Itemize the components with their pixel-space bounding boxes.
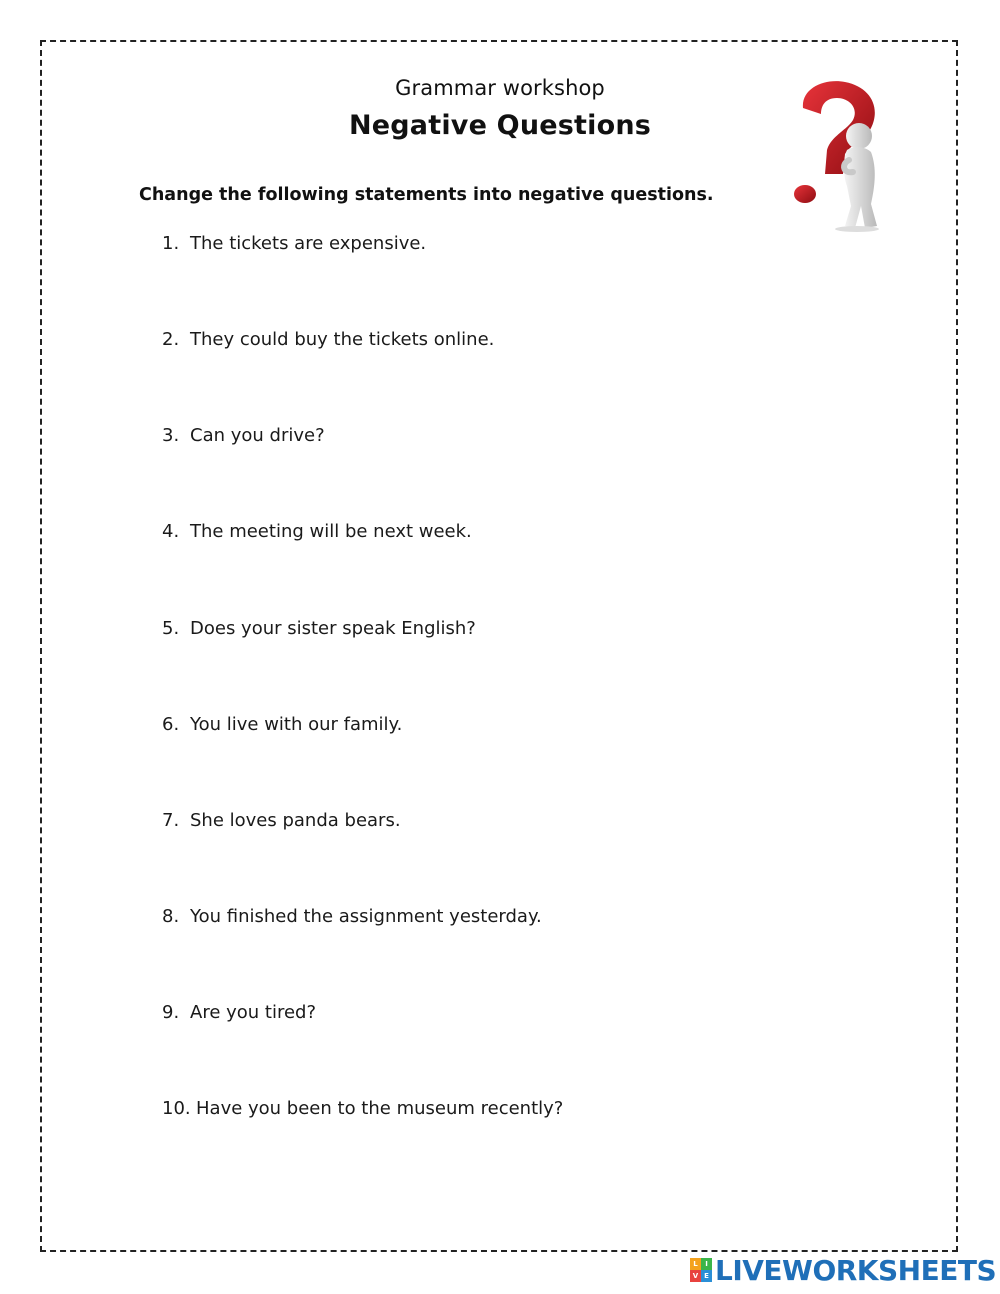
list-item [162, 1002, 316, 1023]
brand-block: L [690, 1258, 701, 1270]
question-text: Have you been to the museum recently? [196, 1098, 564, 1119]
list-item [162, 1098, 563, 1119]
instruction-text: Change the following statements into negative questions. [139, 185, 714, 205]
brand-block: I [701, 1258, 712, 1270]
brand-block: E [701, 1270, 712, 1282]
question-number: 10. [162, 1098, 191, 1119]
list-item [162, 906, 542, 927]
liveworksheets-logo [690, 1254, 996, 1286]
question-mark-person-icon [785, 78, 885, 233]
question-text: You finished the assignment yesterday. [190, 906, 542, 927]
list-item [162, 521, 472, 542]
question-number: 7. [162, 810, 180, 831]
worksheet-title: Negative Questions [348, 110, 652, 141]
question-number: 5. [162, 618, 180, 639]
question-number: 3. [162, 425, 180, 446]
brand-name: LIVEWORKSHEETS [715, 1253, 997, 1287]
question-text: Does your sister speak English? [190, 618, 476, 639]
list-item [162, 425, 325, 446]
question-text: You live with our family. [190, 714, 403, 735]
question-number: 9. [162, 1002, 180, 1023]
brand-blocks-icon [690, 1258, 712, 1282]
question-text: The meeting will be next week. [190, 521, 472, 542]
question-number: 4. [162, 521, 180, 542]
worksheet-subtitle: Grammar workshop [395, 76, 605, 100]
question-number: 6. [162, 714, 180, 735]
question-text: They could buy the tickets online. [190, 329, 495, 350]
question-number: 1. [162, 233, 180, 254]
question-text: Are you tired? [190, 1002, 317, 1023]
question-number: 2. [162, 329, 180, 350]
question-text: Can you drive? [190, 425, 325, 446]
list-item [162, 810, 401, 831]
list-item [162, 618, 476, 639]
list-item [162, 714, 402, 735]
brand-block: V [690, 1270, 701, 1282]
question-text: The tickets are expensive. [190, 233, 427, 254]
list-item [162, 233, 426, 254]
question-text: She loves panda bears. [190, 810, 401, 831]
list-item [162, 329, 494, 350]
question-number: 8. [162, 906, 180, 927]
